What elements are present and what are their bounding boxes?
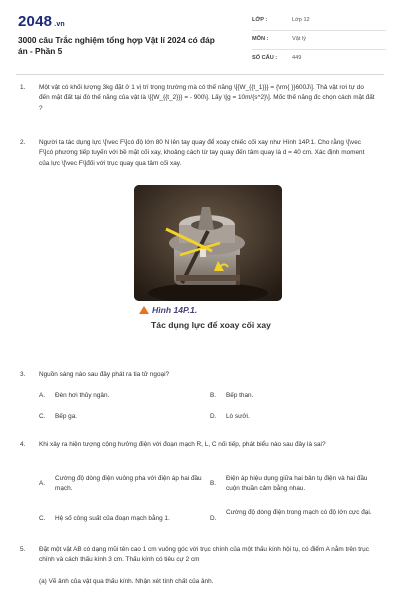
option-text: Hệ số công suất của đoạn mạch bằng 1. [55, 515, 170, 522]
meta-value: Lớp 12 [292, 17, 310, 23]
option-text: Lò sưởi. [226, 413, 250, 420]
option-text: Bếp ga. [55, 413, 78, 420]
triangle-marker-icon [139, 306, 149, 314]
option-letter: A. [39, 480, 46, 487]
option-letter: B. [210, 480, 217, 487]
question-text: Người ta tác dụng lực \[\vec F\]có độ lớn 80 N lên tay quay để xoay chiếc cối xay như Hình 14P.1. Cho rằng \[\vec F\]có phương tiếp tuyến với bề mặt cối xay, khoảng cách từ tay quay đến tâm quay là d = 40 cm. Xác định moment của lực \[\vec F\]đối với trục quay qua tâm cối xay. [39, 139, 365, 167]
meta-label: MÔN : [252, 36, 269, 42]
figure-caption: Tác dụng lực để xoay cối xay [151, 320, 271, 330]
question-number: 5. [20, 546, 26, 553]
option-text: Điện áp hiệu dụng giữa hai bản tụ điện và hai đầu cuộn thuần cảm bằng nhau. [226, 475, 368, 493]
option-text: Cường độ dòng điện vuông pha với điện áp hai đầu mạch. [55, 475, 202, 493]
meta-table [252, 12, 386, 68]
option-letter: D. [210, 413, 217, 420]
document-title: 3000 câu Trắc nghiệm tổng hợp Vật lí 2024 có đáp án - Phần 5 [18, 35, 215, 56]
question-subtext: (a) Vẽ ảnh của vật qua thấu kính. Nhận xét tính chất của ảnh. [39, 578, 214, 585]
meta-value: Vật lý [292, 36, 306, 42]
figure-caption-label: Hình 14P.1. [152, 305, 198, 315]
meta-row-class [252, 12, 386, 31]
option-letter: C. [39, 515, 46, 522]
hand-mill-illustration [134, 185, 282, 301]
question-text: Một vật có khối lượng 3kg đặt ở 1 vị trí trọng trường mà có thế năng \[{W_{{t_1}}} = {\rm{ }}600J\]. Thả vật rơi tự do đến mặt đất tại đó thế năng của vật là \[{W_{{t_2}}} = - 900\]. Lấy \[g = 10m/{s^2}\]. Mốc thế năng đc chọn cách mặt đất ? [39, 84, 375, 112]
question-number: 1. [20, 84, 26, 91]
option-letter: C. [39, 413, 46, 420]
meta-value: 449 [292, 55, 302, 61]
question-text: Khi xảy ra hiện tượng cộng hưởng điện với đoạn mạch R, L, C nối tiếp, phát biểu nào sau đây là sai? [39, 441, 326, 448]
meta-label: LỚP : [252, 17, 268, 23]
option-letter: D. [210, 515, 217, 522]
meta-label: SỐ CÂU : [252, 55, 278, 61]
question-number: 2. [20, 139, 26, 146]
site-logo[interactable] [18, 13, 65, 30]
option-text: Bếp than. [226, 392, 254, 399]
figure-hand-mill-photo [134, 185, 282, 301]
option-text: Đèn hơi thủy ngân. [55, 392, 110, 399]
question-text: Nguồn sáng nào sau đây phát ra tia tử ngoại? [39, 371, 170, 378]
option-letter: B. [210, 392, 217, 399]
meta-row-subject [252, 31, 386, 50]
logo-suffix: .vn [54, 21, 65, 28]
header-divider [16, 74, 384, 75]
question-number: 3. [20, 371, 26, 378]
figure-caption-title [139, 305, 279, 315]
question-text: Đặt một vật AB có dạng mũi tên cao 1 cm vuông góc với trục chính của một thấu kính hội tụ, có điểm A nằm trên trục chính và cách thấu kính 3 cm. Thấu kính có tiêu cự 2 cm [39, 546, 369, 564]
meta-row-count [252, 50, 386, 68]
option-letter: A. [39, 392, 46, 399]
logo-text: 2048 [18, 13, 53, 30]
document-header [16, 10, 388, 72]
option-text: Cường độ dòng điện trong mạch có độ lớn cực đại. [226, 509, 372, 516]
question-number: 4. [20, 441, 26, 448]
